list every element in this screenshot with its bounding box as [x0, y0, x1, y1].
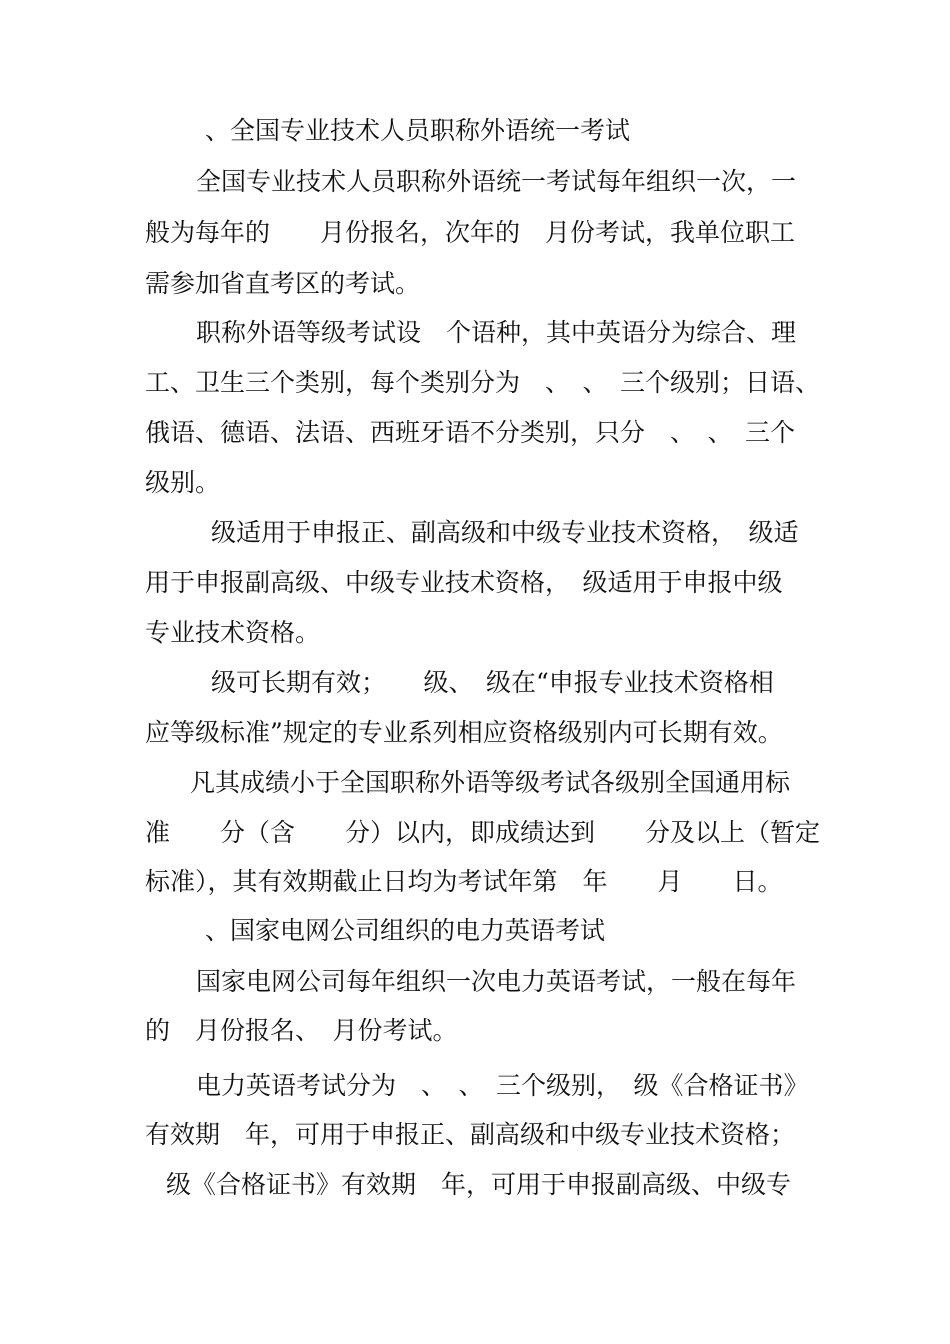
paragraph-line: 有效期 年，可用于申报正、副高级和中级专业技术资格； — [145, 1120, 796, 1149]
paragraph-line: 的 月份报名、 月份考试。 — [145, 1016, 458, 1045]
paragraph-line: 职称外语等级考试设 个语种，其中英语分为综合、理 — [196, 318, 797, 347]
paragraph-line: 凡其成绩小于全国职称外语等级考试各级别全国通用标 — [190, 768, 791, 797]
paragraph-line: 全国专业技术人员职称外语统一考试每年组织一次，一 — [196, 167, 797, 196]
paragraph-line: 需参加省直考区的考试。 — [145, 269, 421, 298]
paragraph-line: 准 分（含 分）以内，即成绩达到 分及以上（暂定 — [145, 818, 821, 847]
paragraph-line: 级《合格证书》有效期 年，可用于申报副高级、中级专 — [166, 1170, 792, 1199]
paragraph-line: 般为每年的 月份报名，次年的 月份考试，我单位职工 — [145, 218, 796, 247]
section-heading-2: 、国家电网公司组织的电力英语考试 — [205, 916, 606, 945]
paragraph-line: 国家电网公司每年组织一次电力英语考试，一般在每年 — [196, 967, 797, 996]
paragraph-line: 应等级标准”规定的专业系列相应资格级别内可长期有效。 — [145, 718, 783, 747]
paragraph-line: 用于申报副高级、中级专业技术资格， 级适用于申报中级 — [145, 568, 783, 597]
paragraph-line: 标准），其有效期截止日均为考试年第 年 月 日。 — [145, 867, 783, 896]
paragraph-line: 专业技术资格。 — [145, 618, 321, 647]
paragraph-line: 俄语、德语、法语、西班牙语不分类别，只分 、 、 三个 — [145, 418, 796, 447]
paragraph-line: 工、卫生三个类别，每个类别分为 、 、 三个级别；日语、 — [145, 368, 821, 397]
section-heading-1: 、全国专业技术人员职称外语统一考试 — [205, 116, 631, 145]
paragraph-line: 级适用于申报正、副高级和中级专业技术资格， 级适 — [211, 518, 799, 547]
paragraph-line: 级可长期有效； 级、 级在“申报专业技术资格相 — [211, 668, 774, 697]
paragraph-line: 级别。 — [145, 468, 221, 497]
paragraph-line: 电力英语考试分为 、 、 三个级别， 级《合格证书》 — [196, 1071, 809, 1100]
